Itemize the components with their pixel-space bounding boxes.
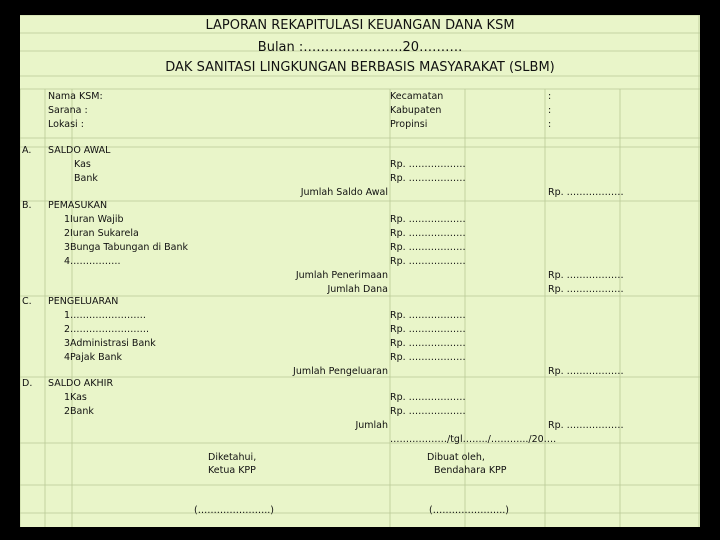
total-saldo-akhir-label: Jumlah bbox=[355, 420, 388, 431]
spreadsheet-sheet bbox=[20, 15, 700, 527]
item-number: 2 bbox=[63, 228, 70, 239]
total-dana-label: Jumlah Dana bbox=[327, 284, 388, 295]
item-iuran-sukarela: Iuran Sukarela bbox=[70, 228, 139, 239]
amount-saldo-kas: Rp. ……………… bbox=[390, 392, 466, 403]
total-dana-amount: Rp. ……………… bbox=[548, 284, 624, 295]
item-bank: Bank bbox=[74, 173, 98, 184]
item-iuran-wajib: Iuran Wajib bbox=[70, 214, 124, 225]
item-saldo-bank: Bank bbox=[70, 406, 94, 417]
label-diketahui: Diketahui, bbox=[208, 452, 257, 463]
colon-propinsi: : bbox=[548, 119, 552, 130]
total-saldo-akhir-amount: Rp. ……………… bbox=[548, 420, 624, 431]
total-penerimaan-label: Jumlah Penerimaan bbox=[295, 270, 388, 281]
item-number: 1 bbox=[63, 392, 70, 403]
item-administrasi-bank: Administrasi Bank bbox=[70, 338, 156, 349]
total-penerimaan-amount: Rp. ……………… bbox=[548, 270, 624, 281]
label-dibuat-oleh: Dibuat oleh, bbox=[427, 452, 485, 463]
label-lokasi: Lokasi : bbox=[48, 119, 84, 130]
amount-bunga-tabungan: Rp. ……………… bbox=[390, 242, 466, 253]
total-pengeluaran-label: Jumlah Pengeluaran bbox=[293, 366, 388, 377]
total-saldo-awal-label: Jumlah Saldo Awal bbox=[300, 187, 388, 198]
label-kabupaten: Kabupaten bbox=[390, 105, 442, 116]
amount-saldo-bank: Rp. ……………… bbox=[390, 406, 466, 417]
report-program: DAK SANITASI LINGKUNGAN BERBASIS MASYARAKAT (SLBM) bbox=[165, 60, 555, 75]
item-pengeluaran-2: ……………………. bbox=[70, 324, 150, 335]
item-pengeluaran-1: …………………… bbox=[70, 310, 146, 321]
report-title: LAPORAN REKAPITULASI KEUANGAN DANA KSM bbox=[205, 18, 515, 33]
section-label-pengeluaran: PENGELUARAN bbox=[48, 296, 119, 307]
section-letter-c: C. bbox=[22, 296, 32, 307]
label-kecamatan: Kecamatan bbox=[390, 91, 444, 102]
label-sarana: Sarana : bbox=[48, 105, 88, 116]
item-bunga-tabungan: Bunga Tabungan di Bank bbox=[70, 242, 188, 253]
total-saldo-awal-amount: Rp. ……………… bbox=[548, 187, 624, 198]
item-kas: Kas bbox=[74, 159, 91, 170]
item-number: 4 bbox=[63, 256, 70, 267]
amount-administrasi-bank: Rp. ……………… bbox=[390, 338, 466, 349]
section-label-pemasukan: PEMASUKAN bbox=[48, 200, 108, 211]
signature-bendahara: (…………………..) bbox=[429, 505, 509, 516]
label-bendahara-kpp: Bendahara KPP bbox=[434, 465, 507, 476]
amount-iuran-wajib: Rp. ……………… bbox=[390, 214, 466, 225]
item-number: 3 bbox=[63, 242, 70, 253]
amount-pengeluaran-1: Rp. ……………… bbox=[390, 310, 466, 321]
section-label-saldo-akhir: SALDO AKHIR bbox=[48, 378, 114, 389]
colon-kabupaten: : bbox=[548, 105, 552, 116]
item-number: 1 bbox=[63, 214, 70, 225]
total-pengeluaran-amount: Rp. ……………… bbox=[548, 366, 624, 377]
item-number: 2 bbox=[63, 324, 70, 335]
item-saldo-kas: Kas bbox=[70, 392, 87, 403]
item-number: 4 bbox=[63, 352, 70, 363]
item-pajak-bank: Pajak Bank bbox=[70, 352, 122, 363]
item-number: 1 bbox=[63, 310, 70, 321]
amount-pemasukan-lain: Rp. ……………… bbox=[390, 256, 466, 267]
report-period: Bulan :…………………..20………. bbox=[257, 40, 463, 55]
section-letter-d: D. bbox=[22, 378, 33, 389]
item-pemasukan-lain: ……………. bbox=[70, 256, 121, 267]
label-ketua-kpp: Ketua KPP bbox=[208, 465, 256, 476]
section-letter-a: A. bbox=[22, 145, 32, 156]
label-propinsi: Propinsi bbox=[390, 119, 428, 130]
amount-kas: Rp. ……………… bbox=[390, 159, 466, 170]
amount-pengeluaran-2: Rp. ……………… bbox=[390, 324, 466, 335]
item-number: 3 bbox=[63, 338, 70, 349]
colon-kecamatan: : bbox=[548, 91, 552, 102]
amount-iuran-sukarela: Rp. ……………… bbox=[390, 228, 466, 239]
section-letter-b: B. bbox=[22, 200, 32, 211]
amount-bank: Rp. ……………… bbox=[390, 173, 466, 184]
date-line: ………………/tgl……../……….../20…. bbox=[390, 434, 557, 445]
label-nama-ksm: Nama KSM: bbox=[48, 91, 103, 102]
amount-pajak-bank: Rp. ……………… bbox=[390, 352, 466, 363]
item-number: 2 bbox=[63, 406, 70, 417]
signature-ketua: (…………………..) bbox=[194, 505, 274, 516]
section-label-saldo-awal: SALDO AWAL bbox=[48, 145, 111, 156]
